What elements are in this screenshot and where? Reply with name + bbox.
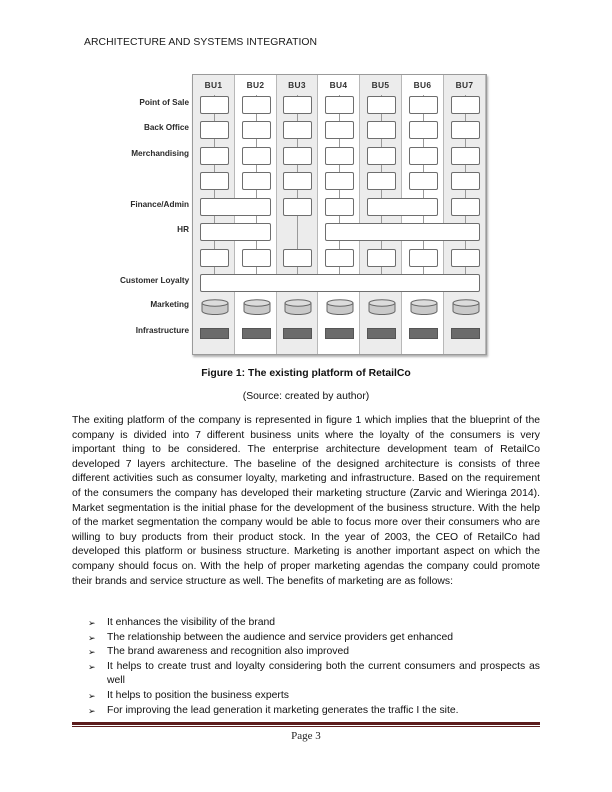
- merch-box-bu5: [367, 147, 396, 165]
- list-item-text: It helps to create trust and loyalty considering both the current consumers and prospects as well: [107, 660, 540, 687]
- footer-rule-thick: [72, 722, 540, 725]
- row-label-point-of-sale: Point of Sale: [139, 98, 189, 107]
- unlabeled2-box-bu3: [283, 249, 312, 267]
- unlabeled2-box-bu4: [325, 249, 354, 267]
- database-cylinder-icon: [201, 299, 229, 315]
- list-item-text: It helps to position the business experts: [107, 689, 289, 701]
- infrastructure-block-bu4: [325, 328, 354, 339]
- finance-box-bu5-bu6: [367, 198, 438, 216]
- hr-box-bu4-bu7: [325, 223, 480, 241]
- backoffice-box-bu2: [242, 121, 271, 139]
- arrowhead-bullet-icon: ➢: [88, 647, 96, 658]
- unlabeled2-box-bu1: [200, 249, 229, 267]
- backoffice-box-bu1: [200, 121, 229, 139]
- figure-source: (Source: created by author): [242, 391, 370, 402]
- merch-box-bu4: [325, 147, 354, 165]
- finance-box-bu4: [325, 198, 354, 216]
- unlabeled2-box-bu2: [242, 249, 271, 267]
- pos-box-bu1: [200, 96, 229, 114]
- unlabeled-box-bu3: [283, 172, 312, 190]
- arrowhead-bullet-icon: ➢: [88, 661, 96, 672]
- list-item: [88, 631, 540, 646]
- bu-label: BU7: [455, 80, 474, 90]
- unlabeled-box-bu7: [451, 172, 480, 190]
- infrastructure-block-bu6: [409, 328, 438, 339]
- backoffice-box-bu5: [367, 121, 396, 139]
- arrowhead-bullet-icon: ➢: [88, 705, 96, 716]
- bu-label: BU5: [371, 80, 390, 90]
- infrastructure-block-bu3: [283, 328, 312, 339]
- bu-label: BU3: [288, 80, 306, 90]
- database-cylinder-icon: [410, 299, 438, 315]
- row-label-hr: HR: [177, 225, 189, 234]
- unlabeled-box-bu2: [242, 172, 271, 190]
- infrastructure-block-bu2: [242, 328, 271, 339]
- list-item: [88, 645, 540, 660]
- row-label-merchandising: Merchandising: [131, 149, 189, 158]
- list-item-text: The relationship between the audience and service providers get enhanced: [107, 631, 454, 643]
- unlabeled-box-bu5: [367, 172, 396, 190]
- database-cylinder-icon: [284, 299, 312, 315]
- unlabeled-box-bu4: [325, 172, 354, 190]
- bu-label: BU1: [204, 80, 223, 90]
- finance-box-bu1-bu2: [200, 198, 271, 216]
- bu-label: BU6: [413, 80, 432, 90]
- benefits-list: [88, 616, 540, 718]
- row-labels: [120, 70, 189, 360]
- database-cylinder-icon: [243, 299, 271, 315]
- pos-box-bu3: [283, 96, 312, 114]
- bu-label: BU2: [246, 80, 265, 90]
- row-label-customer-loyalty: Customer Loyalty: [120, 276, 190, 285]
- unlabeled2-box-bu6: [409, 249, 438, 267]
- merch-box-bu3: [283, 147, 312, 165]
- pos-box-bu2: [242, 96, 271, 114]
- unlabeled-box-bu6: [409, 172, 438, 190]
- merch-box-bu1: [200, 147, 229, 165]
- hr-box-bu1-bu2: [200, 223, 271, 241]
- list-item: [88, 660, 540, 689]
- pos-box-bu4: [325, 96, 354, 114]
- arrowhead-bullet-icon: ➢: [88, 618, 96, 628]
- backoffice-box-bu3: [283, 121, 312, 139]
- pos-box-bu5: [367, 96, 396, 114]
- footer-rule-thin: [72, 726, 540, 727]
- database-cylinder-icon: [452, 299, 480, 315]
- figure-caption: Figure 1: The existing platform of RetailCo: [201, 368, 411, 379]
- backoffice-box-bu7: [451, 121, 480, 139]
- finance-box-bu7: [451, 198, 480, 216]
- arrowhead-bullet-icon: ➢: [88, 690, 96, 701]
- list-item-text: The brand awareness and recognition also improved: [107, 646, 350, 658]
- row-label-marketing: Marketing: [150, 300, 189, 309]
- infrastructure-block-bu1: [200, 328, 229, 339]
- list-item-text: It enhances the visibility of the brand: [107, 617, 276, 628]
- merch-box-bu6: [409, 147, 438, 165]
- diagram-frame: [192, 74, 487, 355]
- row-label-finance-admin: Finance/Admin: [130, 200, 189, 209]
- pos-box-bu6: [409, 96, 438, 114]
- unlabeled2-box-bu5: [367, 249, 396, 267]
- running-header: ARCHITECTURE AND SYSTEMS INTEGRATION: [84, 37, 318, 48]
- database-cylinder-icon: [326, 299, 354, 315]
- row-label-back-office: Back Office: [143, 123, 189, 132]
- list-item: [88, 689, 540, 704]
- customer-loyalty-box: [200, 274, 480, 292]
- pos-box-bu7: [451, 96, 480, 114]
- finance-box-bu3: [283, 198, 312, 216]
- merch-box-bu2: [242, 147, 271, 165]
- merch-box-bu7: [451, 147, 480, 165]
- backoffice-box-bu6: [409, 121, 438, 139]
- arrowhead-bullet-icon: ➢: [88, 632, 96, 643]
- platform-diagram: [120, 70, 492, 360]
- database-cylinder-icon: [368, 299, 396, 315]
- list-item: [88, 616, 540, 631]
- bu-label: BU4: [329, 80, 348, 90]
- infrastructure-block-bu5: [367, 328, 396, 339]
- infrastructure-block-bu7: [451, 328, 480, 339]
- unlabeled-box-bu1: [200, 172, 229, 190]
- row-label-infrastructure: Infrastructure: [135, 326, 189, 335]
- list-item-text: For improving the lead generation it marketing generates the traffic I the site.: [107, 704, 459, 716]
- unlabeled2-box-bu7: [451, 249, 480, 267]
- backoffice-box-bu4: [325, 121, 354, 139]
- page-number: Page 3: [291, 730, 321, 742]
- list-item: [88, 704, 540, 719]
- body-paragraph: The exiting platform of the company is represented in figure 1 which implies that the blueprint of the company is divided into 7 different business units where the loyalty of the consumers is very important thing to be considered. The enterprise architecture development team of RetailCo developed 7 layers architecture. The baseline of the designed architecture is consists of three different activities such as consumer loyalty, marketing and infrastructure. Based on the requirement of the consumers the company has developed their marketing structure (Zarvic and Wieringa 2014). Market segmentation is the initial phase for the development of the business structure. With the help of the market segmentation the company would be able to focus more over their consumers who are willing to buy products from their product stock. In the year of 2003, the CEO of RetailCo had developed this platform or business structure. Marketing is another important aspect on which the company should focus on. With the help of proper marketing agendas the company could promote their brands and service structure as well. The benefits of marketing are as follows:: [72, 415, 540, 587]
